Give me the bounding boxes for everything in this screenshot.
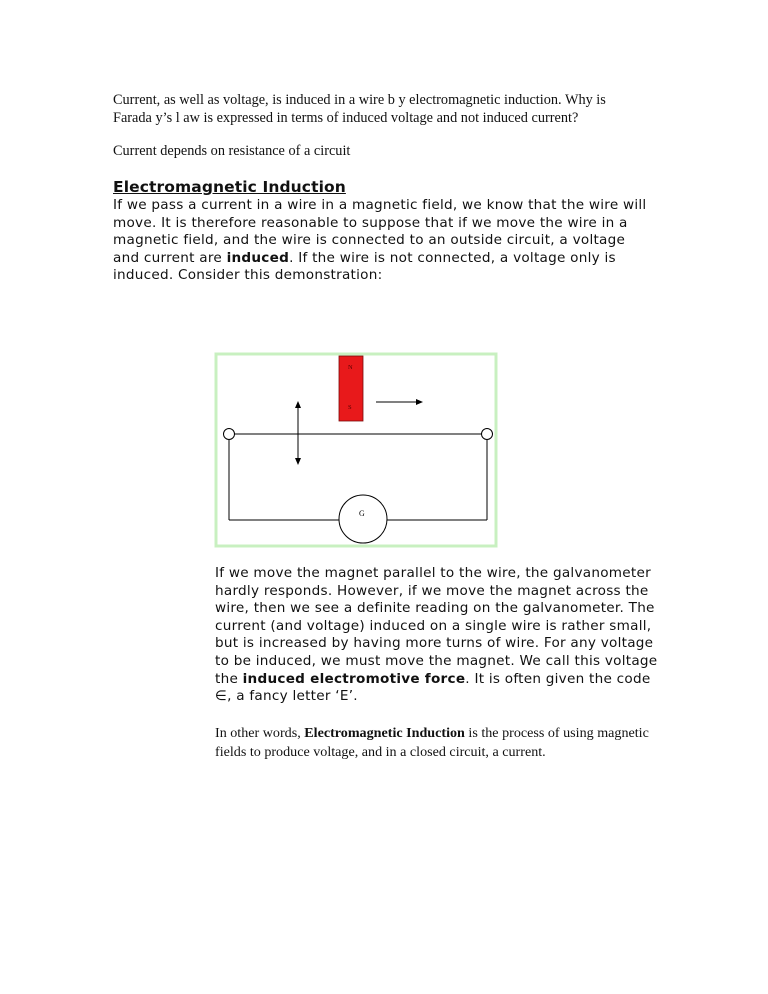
definition-paragraph bbox=[215, 724, 665, 761]
explanation-text-2: . It is often given the code ∈, a fancy letter ‘E’. bbox=[215, 670, 651, 705]
definition-text-1: In other words, bbox=[215, 725, 305, 741]
induction-diagram bbox=[214, 352, 498, 548]
intro-bold-term: induced bbox=[226, 249, 290, 266]
magnet-south-label: S bbox=[348, 404, 352, 411]
explanation-text-1: If we move the magnet parallel to the wire, the galvanometer hardly responds. However, if we move the magnet across the wire, then we see a definite reading on the galvanometer. The current (and voltage) induced on a single wire is rather small, but is increased by having more turns of wire. For any voltage to be induced, we must move the magnet. We call this voltage the bbox=[215, 565, 658, 687]
question-text bbox=[113, 92, 673, 127]
intro-text-1: If we pass a current in a wire in a magnetic field, we know that the wire will move. It is therefore reasonable to suppose that if we move the wire in a magnetic field, and the wire is connected to an outside circuit, a voltage and current are bbox=[113, 197, 647, 266]
answer-text: Current depends on resistance of a circuit bbox=[113, 143, 351, 159]
galvanometer-label: G bbox=[359, 509, 365, 518]
intro-paragraph bbox=[113, 197, 648, 285]
explanation-bold-term: induced electromotive force bbox=[242, 670, 466, 687]
question-line-1: Current, as well as voltage, is induced in a wire b y electromagnetic induction. Why is bbox=[113, 92, 606, 108]
section-heading: Electromagnetic Induction bbox=[113, 178, 346, 196]
definition-bold-term: Electromagnetic Induction bbox=[304, 725, 465, 741]
definition-text-2: is the process of using magnetic fields to produce voltage, and in a closed circuit, a current. bbox=[215, 725, 649, 760]
magnet-north-label: N bbox=[348, 364, 353, 371]
right-terminal bbox=[482, 429, 493, 440]
explanation-paragraph bbox=[215, 565, 665, 706]
question-line-2: Farada y’s l aw is expressed in terms of induced voltage and not induced current? bbox=[113, 109, 579, 126]
left-terminal bbox=[224, 429, 235, 440]
intro-text-2: . If the wire is not connected, a voltage only is induced. Consider this demonstration: bbox=[113, 249, 616, 284]
galvanometer bbox=[339, 495, 387, 543]
